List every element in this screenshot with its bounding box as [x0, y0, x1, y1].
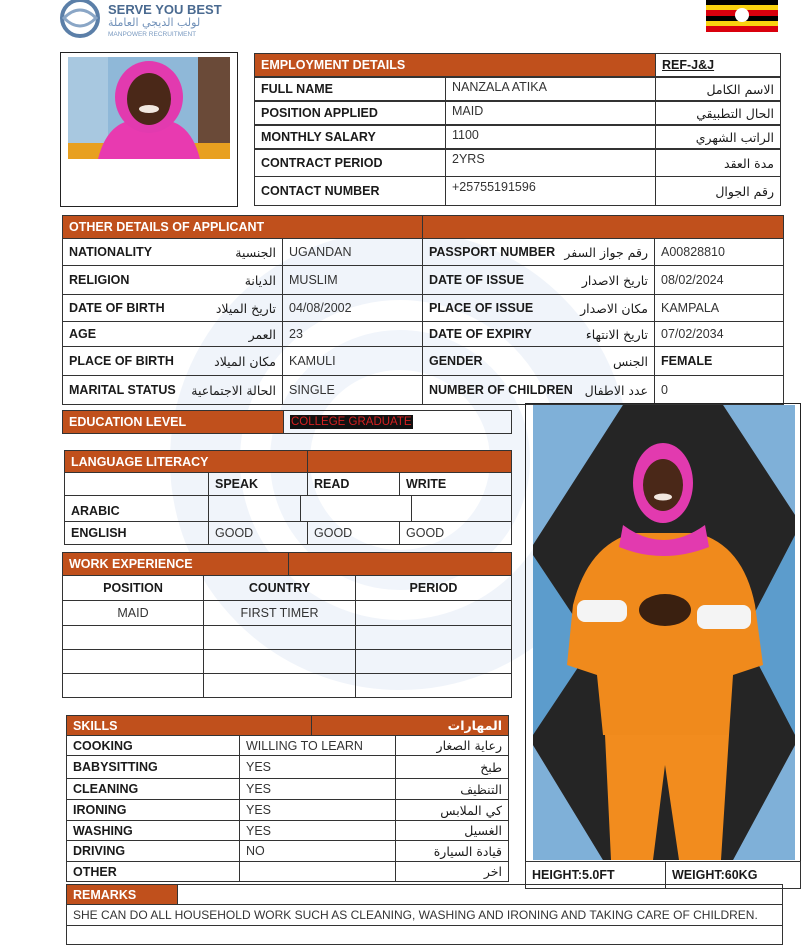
work-col-position: POSITION [62, 575, 204, 601]
skill-ar-ironing: كي الملابس [395, 799, 509, 821]
work-row-1-position: MAID [62, 600, 204, 626]
skill-value-washing: YES [239, 820, 396, 841]
full-body-photo-frame [525, 403, 801, 862]
skill-label-other: OTHER [66, 861, 240, 882]
language-col-write: WRITE [399, 472, 512, 496]
skill-ar-cleaning: التنظيف [395, 778, 509, 800]
label-date-of-issue: DATE OF ISSUE تاريخ الاصدار [422, 265, 655, 295]
employment-value-contract: 2YRS [445, 149, 656, 177]
work-col-period: PERIOD [355, 575, 512, 601]
uganda-flag [706, 0, 778, 32]
remarks-header-right [177, 884, 783, 905]
label-date-of-expiry: DATE OF EXPIRY تاريخ الانتهاء [422, 321, 655, 347]
employment-value-full-name: NANZALA ATIKA [445, 77, 656, 101]
skill-value-other [239, 861, 396, 882]
value-age: 23 [282, 321, 423, 347]
logo-emblem-icon [56, 0, 104, 42]
value-passport-number: A00828810 [654, 238, 784, 266]
skills-header: SKILLS [66, 715, 312, 736]
work-row-4-country [203, 673, 356, 698]
skill-label-cleaning: CLEANING [66, 778, 240, 800]
skill-label-washing: WASHING [66, 820, 240, 841]
other-details-header: OTHER DETAILS OF APPLICANT [62, 215, 423, 239]
work-row-3-position [62, 649, 204, 674]
skill-label-ironing: IRONING [66, 799, 240, 821]
logo-tagline: MANPOWER RECRUITMENT [108, 31, 197, 38]
logo-name-en: SERVE YOU BEST [108, 2, 222, 17]
skill-ar-driving: قيادة السيارة [395, 840, 509, 862]
skill-value-cleaning: YES [239, 778, 396, 800]
skill-label-driving: DRIVING [66, 840, 240, 862]
employment-label-full-name: FULL NAME [254, 77, 446, 101]
work-row-2-country [203, 625, 356, 650]
english-write: GOOD [399, 521, 512, 545]
work-row-1-country: FIRST TIMER [203, 600, 356, 626]
portrait-photo-frame [60, 52, 238, 207]
remarks-text: SHE CAN DO ALL HOUSEHOLD WORK SUCH AS CLEANING, WASHING AND IRONING AND TAKING CARE OF CHILDREN. [66, 904, 783, 926]
skill-ar-other: اخر [395, 861, 509, 882]
language-header-right [307, 450, 512, 473]
employment-ar-contract: مدة العقد [655, 149, 781, 177]
height-cell: HEIGHT:5.0FT [525, 861, 666, 889]
work-col-country: COUNTRY [203, 575, 356, 601]
logo-name-ar: لولب الديجي العاملة [108, 16, 201, 29]
label-nationality: NATIONALITY الجنسية [62, 238, 283, 266]
value-religion: MUSLIM [282, 265, 423, 295]
label-date-of-birth: DATE OF BIRTH تاريخ الميلاد [62, 294, 283, 322]
arabic-speak [208, 495, 301, 522]
label-place-of-issue: PLACE OF ISSUE مكان الاصدار [422, 294, 655, 322]
employment-label-contract: CONTRACT PERIOD [254, 149, 446, 177]
work-header: WORK EXPERIENCE [62, 552, 289, 576]
language-row-english: ENGLISH [64, 521, 209, 545]
arabic-read [300, 495, 412, 522]
remarks-empty-row [66, 925, 783, 945]
label-religion: RELIGION الديانة [62, 265, 283, 295]
skill-label-babysitting: BABYSITTING [66, 755, 240, 779]
work-row-3-country [203, 649, 356, 674]
label-place-of-birth: PLACE OF BIRTH مكان الميلاد [62, 346, 283, 376]
english-speak: GOOD [208, 521, 308, 545]
company-logo [56, 0, 236, 44]
value-place-of-birth: KAMULI [282, 346, 423, 376]
skill-value-driving: NO [239, 840, 396, 862]
label-passport-number: PASSPORT NUMBER رقم جواز السفر [422, 238, 655, 266]
language-row-arabic: ARABIC [64, 495, 209, 522]
portrait-photo [68, 57, 230, 159]
skill-ar-washing: الغسيل [395, 820, 509, 841]
skill-ar-babysitting: طبخ [395, 755, 509, 779]
label-age: AGE العمر [62, 321, 283, 347]
other-details-header-right [422, 215, 784, 239]
employment-value-contact: +25755191596 [445, 176, 656, 206]
weight-cell: WEIGHT:60KG [665, 861, 801, 889]
employment-ar-full-name: الاسم الكامل [655, 77, 781, 101]
skill-value-cooking: WILLING TO LEARN [239, 735, 396, 756]
value-place-of-issue: KAMPALA [654, 294, 784, 322]
label-number-of-children: NUMBER OF CHILDREN عدد الاطفال [422, 375, 655, 405]
skill-value-ironing: YES [239, 799, 396, 821]
full-body-photo [533, 405, 795, 860]
language-header: LANGUAGE LITERACY [64, 450, 308, 473]
value-marital-status: SINGLE [282, 375, 423, 405]
work-row-2-period [355, 625, 512, 650]
value-date-of-expiry: 07/02/2034 [654, 321, 784, 347]
value-gender: FEMALE [654, 346, 784, 376]
language-corner [64, 472, 209, 496]
ref-code: REF-J&J [655, 53, 781, 77]
skills-header-ar: المهارات [311, 715, 509, 736]
arabic-write [411, 495, 512, 522]
work-row-1-period [355, 600, 512, 626]
language-col-read: READ [307, 472, 400, 496]
employment-label-contact: CONTACT NUMBER [254, 176, 446, 206]
employment-ar-position: الحال التطبيقي [655, 101, 781, 125]
value-date-of-issue: 08/02/2024 [654, 265, 784, 295]
english-read: GOOD [307, 521, 400, 545]
employment-ar-salary: الراتب الشهري [655, 125, 781, 149]
remarks-header: REMARKS [66, 884, 178, 905]
value-nationality: UGANDAN [282, 238, 423, 266]
work-row-4-period [355, 673, 512, 698]
skill-label-cooking: COOKING [66, 735, 240, 756]
language-col-speak: SPEAK [208, 472, 308, 496]
skill-value-babysitting: YES [239, 755, 396, 779]
employment-label-position: POSITION APPLIED [254, 101, 446, 125]
employment-value-position: MAID [445, 101, 656, 125]
label-gender: GENDER الجنس [422, 346, 655, 376]
work-row-2-position [62, 625, 204, 650]
employment-label-salary: MONTHLY SALARY [254, 125, 446, 149]
employment-value-salary: 1100 [445, 125, 656, 149]
value-date-of-birth: 04/08/2002 [282, 294, 423, 322]
label-marital-status: MARITAL STATUS الحالة الاجتماعية [62, 375, 283, 405]
education-header: EDUCATION LEVEL [62, 410, 284, 434]
education-value: COLLEGE GRADUATE [283, 410, 512, 434]
work-row-3-period [355, 649, 512, 674]
work-header-right [288, 552, 512, 576]
value-number-of-children: 0 [654, 375, 784, 405]
skill-ar-cooking: رعاية الصغار [395, 735, 509, 756]
work-row-4-position [62, 673, 204, 698]
employment-ar-contact: رقم الجوال [655, 176, 781, 206]
employment-header: EMPLOYMENT DETAILS [254, 53, 656, 77]
